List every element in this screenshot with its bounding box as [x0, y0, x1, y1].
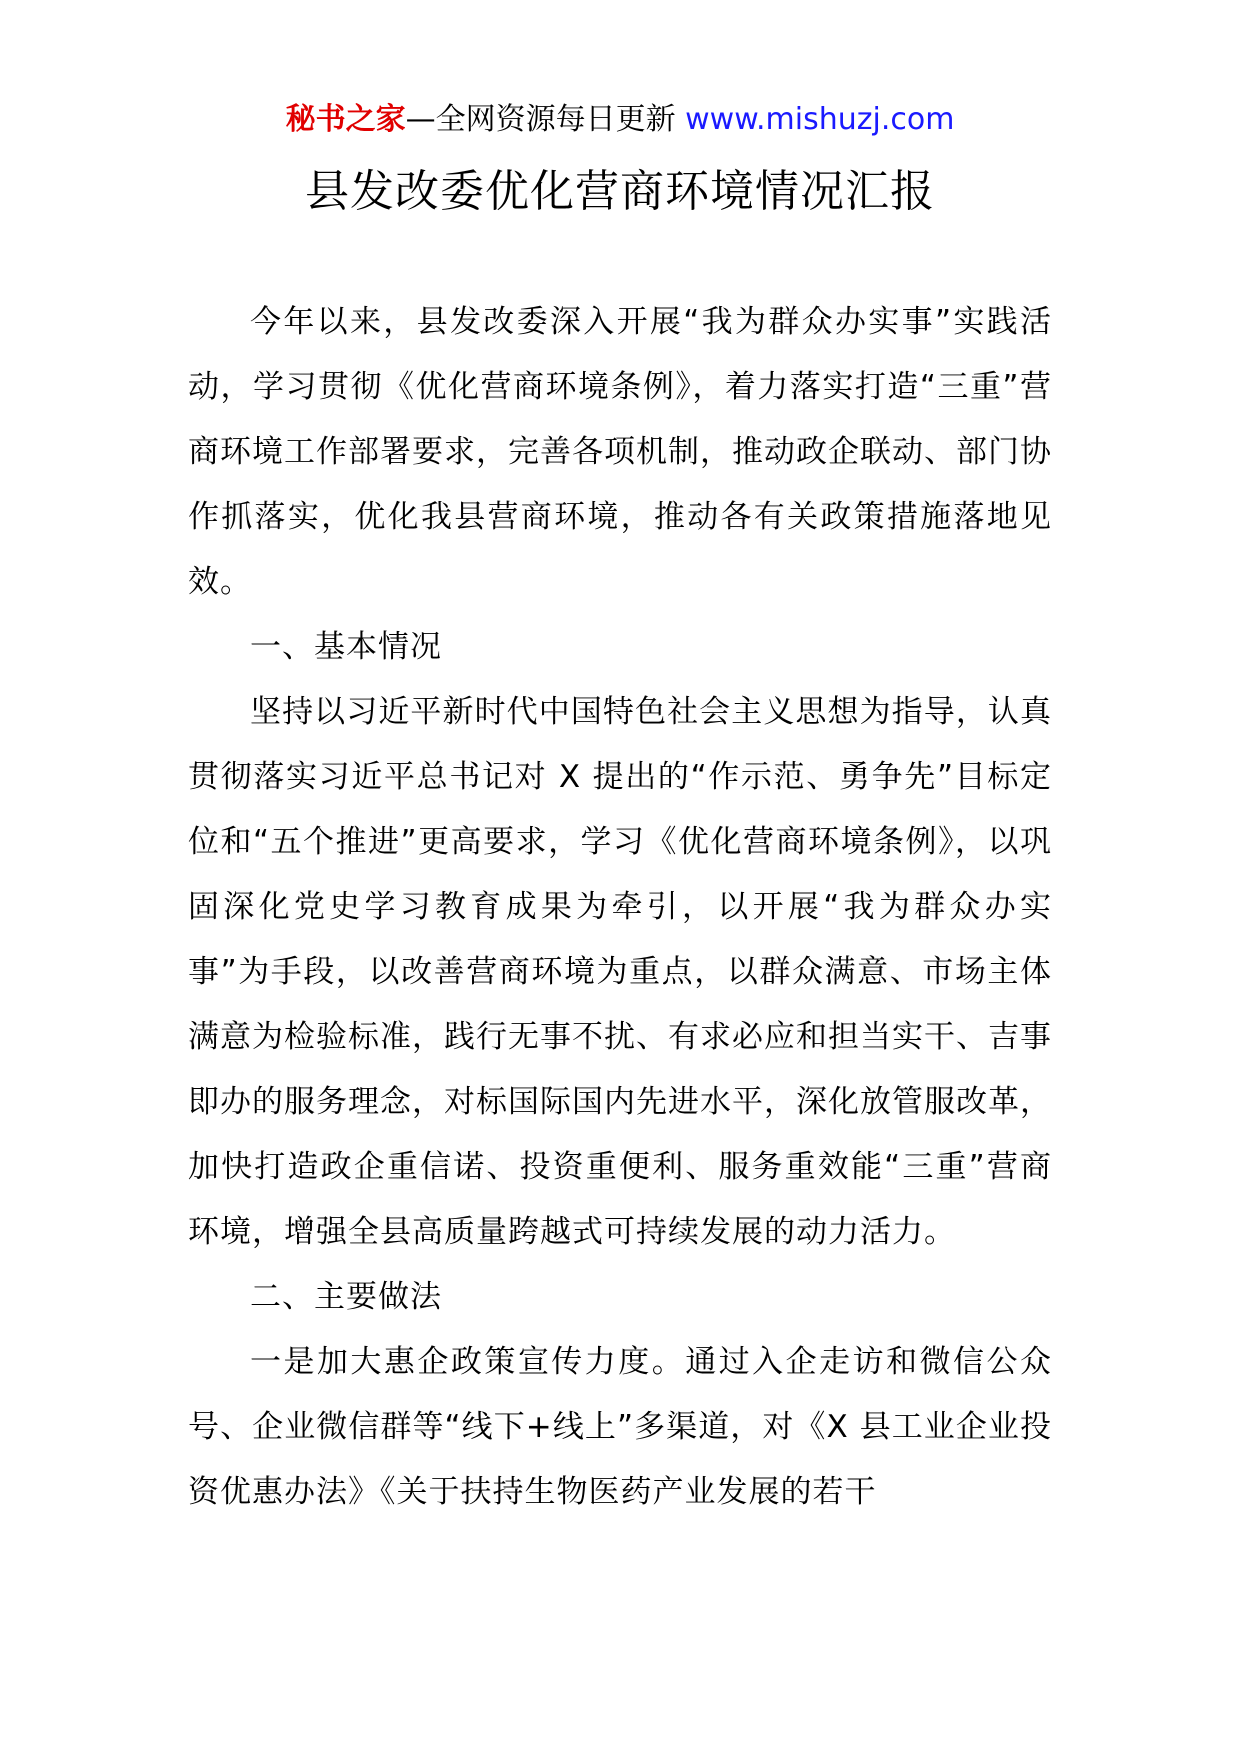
site-banner: [0, 100, 1240, 140]
section-heading-basic-situation: 一、基本情况: [250, 629, 442, 665]
basic-situation-paragraph: 坚持以习近平新时代中国特色社会主义思想为指导，认真贯彻落实习近平总书记对 X 提出的“作示范、勇争先”目标定位和“五个推进”更高要求，学习《优化营商环境条例》，以巩固深化党史学习教育成果为牵引，以开展“我为群众办实事”为手段，以改善营商环境为重点，以群众满意、市场主体满意为检验标准，践行无事不扰、有求必应和担当实干、吉事即办的服务理念，对标国际国内先进水平，深化放管服改革，加快打造政企重信诺、投资重便利、服务重效能“三重”营商环境，增强全县高质量跨越式可持续发展的动力活力。: [188, 694, 1052, 1250]
document-title: 县发改委优化营商环境情况汇报: [305, 166, 935, 217]
banner-tagline: —全网资源每日更新: [405, 102, 676, 137]
site-url: www.mishuzj.com: [685, 102, 955, 137]
main-practices-paragraph: 一是加大惠企政策宣传力度。通过入企走访和微信公众号、企业微信群等“线下+线上”多渠道，对《X 县工业企业投资优惠办法》《关于扶持生物医药产业发展的若干: [188, 1344, 1052, 1510]
brand-name: 秘书之家: [285, 102, 406, 137]
section-heading-main-practices: 二、主要做法: [250, 1279, 442, 1315]
document-body: [188, 290, 1052, 1525]
intro-paragraph: 今年以来，县发改委深入开展“我为群众办实事”实践活动，学习贯彻《优化营商环境条例》，着力落实打造“三重”营商环境工作部署要求，完善各项机制，推动政企联动、部门协作抓落实，优化我县营商环境，推动各有关政策措施落地见效。: [188, 304, 1052, 600]
